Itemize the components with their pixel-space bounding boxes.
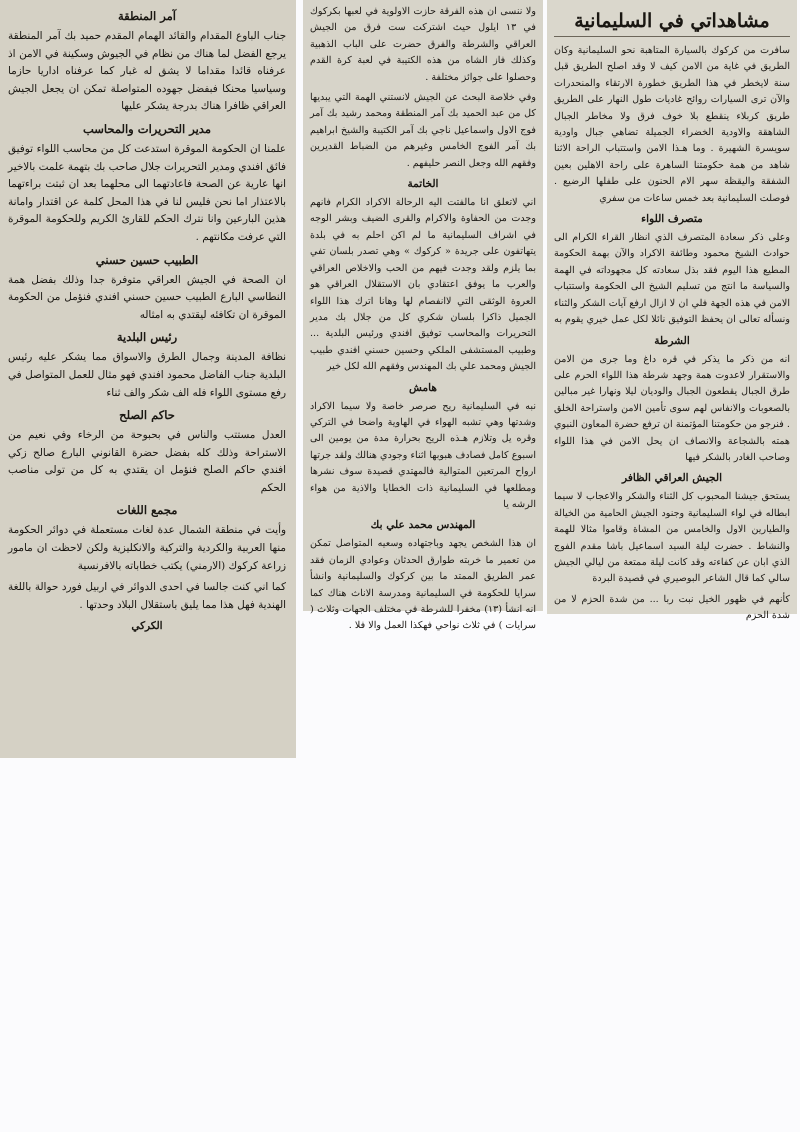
section-heading: الخاتمة (407, 178, 439, 191)
paragraph: ولا ننسى ان هذه الفرقة حازت الاولوية في لعبها بكركوك في ١٣ ايلول حيث اشتركت ست فرق من الجيش العراقي والشرطة والفرق حضرت على الباب الذهبية وكذلك فاز الشاه من هذه الكتيبة في لعبة كرة القدم وحصلوا على جوائز مختلفة . (310, 6, 536, 83)
paragraph: جناب الباوع المقدام والقائد الهمام المقدم حميد بك آمر المنطقة يرجع الفضل لما هناك من نظام في الجيوش وسكينة في الامن اذ عرفناه قائدا مقداما لا يشق له غبار كما عرفناه اداريا حازما وسياسيا محنكا فبفضل جهوده المتواصلة تمكن ان يجعل الجيش العراقي ظافرا هناك بدرجة يشكر عليها (8, 30, 286, 113)
section-heading: الطبيب حسين حسني (95, 252, 199, 267)
paragraph: كما اني كنت جالسا في احدى الدوائر في اربيل فورد حوالة باللغة الهندية فهل هذا مما يليق باستقلال البلاد وحدتها . (8, 581, 286, 611)
paragraph: وفي خلاصة البحث عن الجيش لانستني الهمة التي يبديها كل من عبد الحميد بك آمر المنطقة ومحمد رشيد بك آمر فوج الاول واسماعيل ناجي بك آمر الكتيبة والشيخ ابراهيم بك آمر الفوج الخامس وغيرهم من الضباط القديرين وفقهم الله وجعل النصر حليفهم . (310, 92, 536, 169)
paragraph: سافرت من كركوك بالسيارة المتاهبة نحو السليمانية وكان الطريق في غاية من الامن كيف لا وقد اصلح الطريق قبل سنة لايخطر في هذا الطريق خطورة الارتقاء والمنحدرات والآن ترى السيارات روائح غاديات طول النهار على الطريق طريق كربلاء ينقطع بلا خوف فرق ولا مخاطر الجبال الشاهقة والاودية الخضراء الجميلة تضاهي جبال واودية سويسرة الشهيرة . وما هـذا الامن واستتباب الراحة الاثنا شاهد من همة حكومتنا الساهرة على راحة الاهلين بعين الشفقة واليقظة سهر الام الحنون على طفلها الرضيع . فوصلت السليمانية بعد خمس ساعات من سفري (554, 45, 790, 204)
author-signature: الكركي (131, 620, 163, 633)
article-title: مشاهداتي في السليمانية (554, 6, 790, 37)
paragraph: اني لاتعلق انا مالفتت اليه الرحالة الاكراد الكرام فانهم وجدت من الحفاوة والاكرام والقرى الضيف وبشر الوجه في اشراف السليمانية ما لم اكن احلم به في بلدة يتهاتفون على جريدة « كركوك » وهي تصدر بلسان تفي بما يلزم ولقد وجدت فيهم من الحب والاخلاص العراقي والعرب ما يوفق اعتقادي بان الاستقلال العراقي هو العروة الوثقى التي لاانفصام لها وهانا اترك هذا اللواء الجميل ذاكرا بلسان شكري كل من جلال بك مدير التحريرات والمحاسب توفيق افندي ورئيس البلدية ... وطبيب المستشفى الملكي وحسين حسني افندي طبيب الجيش ومحمد علي بك المهندس وفقهم الله لكل خير (310, 197, 536, 373)
article-column-left (0, 0, 296, 758)
paragraph: نبه في السليمانية ريح صرصر خاصة ولا سيما الاكراد وشدتها وهي تشبه الهواء في الهاوية واضحا في التركي وقره يل وتلازم هـذه الريح بحرارة مدة من يومين الى اسبوع كامل فصادف هبوبها اثناء وجودي هنالك ولقد جرتها ارواح المرتعين المتوالية فالمهتدي قصيدة سوف نشرها ومطلعها في السليمانية ذات الخطايا والاذية من هواء الرشه يا (310, 400, 536, 510)
paragraph: ان هذا الشخص يجهد وباجتهاده وسعيه المتواصل تمكن من تعمير ما خربته طوارق الحدثان وعوادي الزمان فقد عمر الطريق الممتد ما بين كركوك والسليمانية وانشأ سرايا للحكومة في السليمانية ومدرسة الاناث هناك كما انه انشأ (١٣) مخفرا للشرطة في مختلف الجهات وثلاث ( سرايات ) في ثلاث نواحي فهكذا العمل والا فلا . (310, 538, 537, 632)
article-column-middle (303, 0, 543, 632)
section-heading: حاكم الصلح (119, 408, 175, 423)
article-column-right (547, 0, 797, 622)
paragraph: نظافة المدينة وجمال الطرق والاسواق مما يشكر عليه رئيس البلدية جناب الفاضل محمود افندي فهو مثال للعمل المتواصل في رفع مستوى اللواء فله الف شكر والف ثناء (8, 351, 286, 399)
paragraph: كأنهم في ظهور الخيل نبت ربا ... من شدة الحزم لا من شدة الحزم (554, 593, 790, 622)
paragraph: وعلى ذكر سعادة المتصرف الذي انظار القراء الكرام الى حوادث الشيخ محمود وطائفة الاكراد والآن بهمة الحكومة المطيع هذا اليوم فقد بذل سعادته كل مجهوداته في الهمة والسياسة ما انتج من تسليم الشيخ الى الحكومة واستتباب الامن في هذه الجهة فلي ان لا ازال ارفع آيات الشكر والثناء ونسأله تعالى ان يحفظ التوفيق نائلا لكل عمل خيري يقوم به (554, 232, 790, 326)
paragraph: وأيت في منطقة الشمال عدة لغات مستعملة في دوائر الحكومة منها العربية والكردية والتركية والانكليزية ولكن لاحظت ان مامور زراعة كركوك (الارمني) يكتب خطاباته بالافرنسية (8, 524, 286, 572)
section-heading: متصرف اللواء (641, 213, 703, 226)
paragraph: العدل مستتب والناس في بحبوحة من الرخاء وفي نعيم من الاستراحة وذلك كله بفضل حضرة القانوني البارع صالح زكي افندي حاكم الصلح فنؤمل ان يقتدي به كل من تولى مناصب الحكم (8, 429, 286, 494)
section-heading: هامش (409, 381, 437, 394)
left-column-content (8, 7, 286, 614)
section-heading: مجمع اللغات (116, 503, 178, 518)
paragraph: يستحق جيشنا المحبوب كل الثناء والشكر والاعجاب لا سيما ابطاله في لواء السليمانية وجنود الجيش الحامية من الخيالة والطيارين الاول والخامس من المشاة وقاموا مثالا للهمة والنشاط . حضرت ليلة السيد اسماعيل باشا مقدم الفوج الذي ابان عن كفاءته وقد كانت ليلة ممتعة من ليالي الجيش سالي كما قال الشاعر البوصيري في قصيدة البردة (554, 491, 790, 585)
middle-column-content (310, 4, 536, 635)
paragraph: ان الصحة في الجيش العراقي متوفرة جدا وذلك بفضل همة النطاسي البارع الطبيب حسين حسني افندي فنؤمل من الحكومة الموقرة ان تكافئه ليقتدي به امثاله (8, 273, 286, 321)
section-heading: رئيس البلدية (116, 330, 178, 345)
section-heading: آمر المنطقة (118, 9, 176, 23)
section-heading: المهندس محمد علي بك (370, 519, 476, 532)
paragraph: انه من ذكر ما يذكر في قره داغ وما جرى من الامن والاستقرار لاعدوت همة وجهد شرطة هذا اللواء الحرم على طرق الجبال يقطعون الجبال والوديان ليلا ونهارا غير مبالين بالصعوبات والانفاس لهم سوى تأمين الامن واستراحة الخلق . فنرجو من حكومتنا المؤتمنة ان ترفع حضرة المعاون النبوي همته بالشجاعة والانصاف ان يحل الامن في هذا اللواء وصاحب الغادر بالشكر فيها (554, 353, 790, 463)
paragraph: علمنا ان الحكومة الموقرة استدعت كل من محاسب اللواء توفيق فائق افندي ومدير التحريرات جلال صاحب بك بتهمة علمت بالاخير انها عارية عن الصحة فاعادتهما الى محلهما بعد ان ثبتت براءتهما بالاعتذار اما نحن فليس لنا في هذا المحل كلمة عن اقتدار وامانة هذين البارعين وانا نترك الحكم للقارئ الكريم وللحكومة الموقرة التي عرفت مكانتهم . (8, 142, 286, 243)
section-heading: الشرطة (654, 334, 690, 347)
right-column-content (554, 43, 790, 625)
section-heading: مدير التحريرات والمحاسب (82, 121, 211, 136)
section-heading: الجيش العراقي الظافر (621, 472, 723, 485)
